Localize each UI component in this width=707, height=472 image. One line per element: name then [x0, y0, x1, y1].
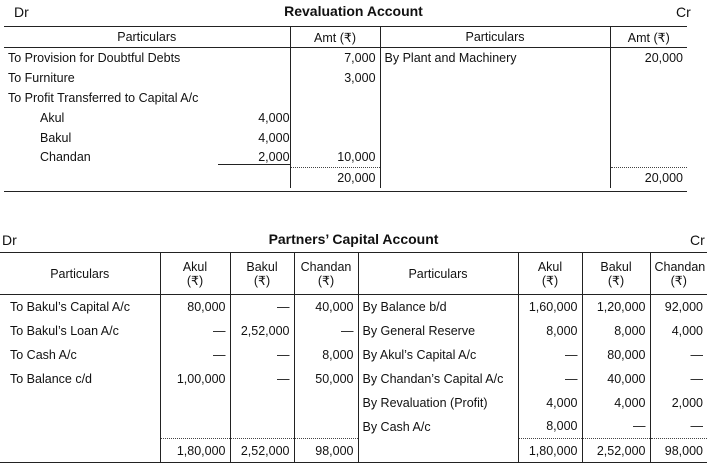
- cap-header-akul: Akul: [182, 259, 208, 274]
- cap-credit-chandan: 4,000: [650, 319, 707, 343]
- reval-debit-label: To Profit Transferred to Capital A/c: [8, 90, 199, 105]
- cap-total-dr-bakul: 2,52,000: [230, 439, 294, 463]
- cap-row: [0, 391, 707, 415]
- cap-credit-akul: 8,000: [518, 415, 582, 439]
- revaluation-cr-label: Cr: [676, 4, 691, 20]
- cap-total-cr-chandan: 98,000: [650, 439, 707, 463]
- cap-credit-bakul: —: [582, 415, 650, 439]
- cap-debit-akul: 80,000: [160, 295, 230, 319]
- cap-credit-akul: 1,60,000: [518, 295, 582, 319]
- cap-total-dr-akul: 1,80,000: [160, 439, 230, 463]
- cap-header-unit: (₹): [253, 273, 271, 288]
- reval-header-amt-dr: Amt (₹): [290, 27, 380, 48]
- cap-debit-chandan: 50,000: [294, 367, 358, 391]
- cap-credit-chandan: —: [650, 415, 707, 439]
- cap-row: [0, 343, 707, 367]
- reval-partner-amt: 4,000: [258, 110, 290, 125]
- cap-header-particulars-cr: Particulars: [358, 253, 518, 295]
- cap-credit-bakul: 1,20,000: [582, 295, 650, 319]
- cap-credit-akul: —: [518, 367, 582, 391]
- capital-table: [0, 252, 707, 463]
- reval-debit-amt: 10,000: [290, 148, 380, 168]
- cap-header-unit: (₹): [541, 273, 559, 288]
- cap-header-bakul: Bakul: [600, 259, 632, 274]
- cap-total-cr-bakul: 2,52,000: [582, 439, 650, 463]
- cap-credit-label: By Revaluation (Profit): [358, 391, 518, 415]
- cap-credit-label: By Chandan’s Capital A/c: [358, 367, 518, 391]
- cap-debit-bakul: 2,52,000: [230, 319, 294, 343]
- cap-credit-akul: 8,000: [518, 319, 582, 343]
- cap-header-unit: (₹): [317, 273, 335, 288]
- cap-debit-chandan: 8,000: [294, 343, 358, 367]
- capital-cr-label: Cr: [690, 232, 705, 248]
- cap-debit-akul: 1,00,000: [160, 367, 230, 391]
- cap-debit-label: To Balance c/d: [10, 371, 92, 386]
- reval-debit-label: To Provision for Doubtful Debts: [8, 50, 181, 65]
- cap-credit-label: By Balance b/d: [358, 295, 518, 319]
- cap-header-bakul: Bakul: [246, 259, 278, 274]
- cap-row: [0, 295, 707, 319]
- reval-debit-amt: 3,000: [290, 68, 380, 88]
- capital-dr-label: Dr: [2, 232, 17, 248]
- reval-partner-label: Akul: [40, 110, 65, 125]
- cap-totals-row: [0, 439, 707, 463]
- cap-row: [0, 415, 707, 439]
- cap-credit-akul: 4,000: [518, 391, 582, 415]
- cap-total-dr-chandan: 98,000: [294, 439, 358, 463]
- cap-debit-bakul: —: [230, 295, 294, 319]
- cap-header-chandan: Chandan: [654, 259, 706, 274]
- reval-credit-label: By Plant and Machinery: [380, 48, 610, 68]
- cap-debit-chandan: —: [294, 319, 358, 343]
- cap-debit-bakul: —: [230, 367, 294, 391]
- revaluation-title: Revaluation Account: [284, 3, 423, 19]
- cap-credit-akul: —: [518, 343, 582, 367]
- reval-partner-label: Chandan: [40, 150, 91, 164]
- cap-credit-bakul: 40,000: [582, 367, 650, 391]
- cap-header-unit: (₹): [670, 273, 687, 288]
- cap-debit-label: To Bakul’s Loan A/c: [10, 323, 119, 338]
- cap-debit-label: To Cash A/c: [10, 347, 77, 362]
- reval-partner-amt: 2,000: [218, 150, 289, 165]
- cap-header-chandan: Chandan: [300, 259, 352, 274]
- revaluation-dr-label: Dr: [14, 4, 29, 20]
- cap-credit-label: By General Reserve: [358, 319, 518, 343]
- cap-credit-bakul: 80,000: [582, 343, 650, 367]
- cap-debit-akul: —: [160, 319, 230, 343]
- reval-debit-label: To Furniture: [8, 70, 75, 85]
- reval-total-dr: 20,000: [290, 168, 380, 188]
- cap-debit-chandan: 40,000: [294, 295, 358, 319]
- cap-credit-bakul: 4,000: [582, 391, 650, 415]
- reval-total-cr: 20,000: [610, 168, 687, 188]
- reval-debit-amt: 7,000: [290, 48, 380, 68]
- cap-header-unit: (₹): [607, 273, 625, 288]
- cap-row: [0, 367, 707, 391]
- capital-title: Partners’ Capital Account: [268, 231, 439, 247]
- reval-partner-amt: 4,000: [258, 130, 290, 145]
- reval-header-particulars-cr: Particulars: [380, 27, 610, 48]
- cap-credit-chandan: 92,000: [650, 295, 707, 319]
- reval-credit-amt: 20,000: [610, 48, 687, 68]
- cap-credit-bakul: 8,000: [582, 319, 650, 343]
- cap-credit-label: By Cash A/c: [358, 415, 518, 439]
- cap-debit-label: To Bakul’s Capital A/c: [10, 299, 130, 314]
- cap-debit-akul: —: [160, 343, 230, 367]
- cap-row: [0, 319, 707, 343]
- cap-credit-chandan: 2,000: [650, 391, 707, 415]
- cap-credit-label: By Akul’s Capital A/c: [358, 343, 518, 367]
- revaluation-table: [4, 26, 687, 192]
- cap-header-akul: Akul: [537, 259, 563, 274]
- cap-debit-bakul: —: [230, 343, 294, 367]
- reval-header-particulars-dr: Particulars: [117, 30, 177, 44]
- reval-header-amt-cr: Amt (₹): [610, 27, 687, 48]
- cap-header-particulars-dr: Particulars: [50, 266, 110, 281]
- cap-total-cr-akul: 1,80,000: [518, 439, 582, 463]
- cap-header-unit: (₹): [186, 273, 204, 288]
- cap-credit-chandan: —: [650, 343, 707, 367]
- cap-credit-chandan: —: [650, 367, 707, 391]
- reval-partner-label: Bakul: [40, 130, 72, 145]
